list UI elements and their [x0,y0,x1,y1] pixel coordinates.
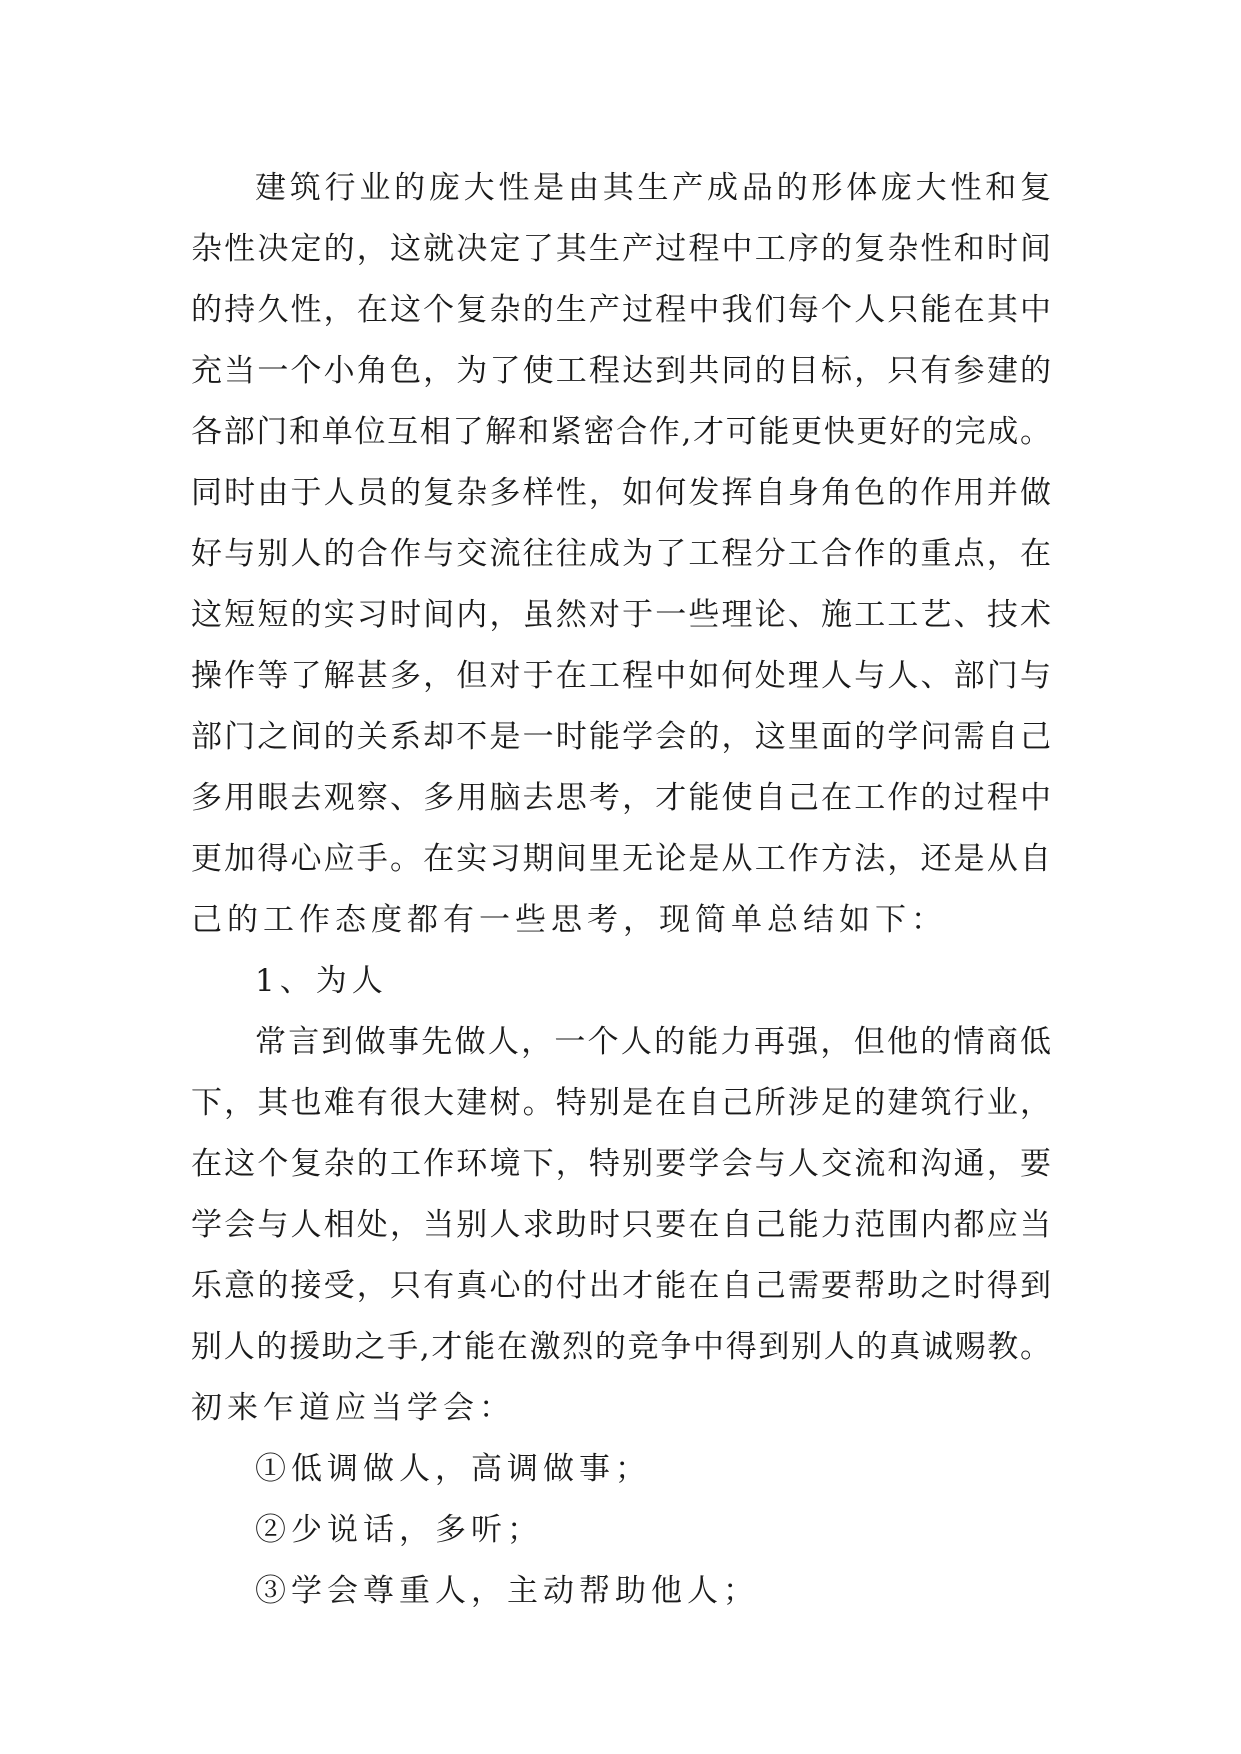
paragraph-line: 各部门和单位互相了解和紧密合作,才可能更快更好的完成。 [191,414,1051,450]
paragraph-line: 下，其也难有很大建树。特别是在自己所涉足的建筑行业， [191,1085,1051,1121]
paragraph-line: 初来乍道应当学会： [191,1390,515,1426]
section-heading: 1、为人 [255,963,388,999]
paragraph-line: 学会与人相处，当别人求助时只要在自己能力范围内都应当 [191,1207,1051,1243]
list-item: ②少说话，多听； [255,1512,543,1548]
paragraph-line: 好与别人的合作与交流往往成为了工程分工合作的重点，在 [191,536,1051,572]
paragraph-line: 充当一个小角色，为了使工程达到共同的目标，只有参建的 [191,353,1051,389]
paragraph-line: 别人的援助之手,才能在激烈的竞争中得到别人的真诚赐教。 [191,1329,1051,1365]
paragraph-line: 的持久性，在这个复杂的生产过程中我们每个人只能在其中 [191,292,1051,328]
paragraph-line: 杂性决定的，这就决定了其生产过程中工序的复杂性和时间 [191,231,1051,267]
paragraph-line: 常言到做事先做人，一个人的能力再强，但他的情商低 [255,1024,1051,1060]
paragraph-line: 建筑行业的庞大性是由其生产成品的形体庞大性和复 [255,170,1051,206]
paragraph-line: 己的工作态度都有一些思考，现简单总结如下： [191,902,947,938]
list-item: ①低调做人，高调做事； [255,1451,651,1487]
paragraph-line: 部门之间的关系却不是一时能学会的，这里面的学问需自己 [191,719,1051,755]
list-item: ③学会尊重人，主动帮助他人； [255,1573,759,1609]
paragraph-line: 这短短的实习时间内，虽然对于一些理论、施工工艺、技术 [191,597,1051,633]
paragraph-line: 操作等了解甚多，但对于在工程中如何处理人与人、部门与 [191,658,1051,694]
paragraph-line: 更加得心应手。在实习期间里无论是从工作方法，还是从自 [191,841,1051,877]
paragraph-line: 乐意的接受，只有真心的付出才能在自己需要帮助之时得到 [191,1268,1051,1304]
paragraph-line: 在这个复杂的工作环境下，特别要学会与人交流和沟通，要 [191,1146,1051,1182]
paragraph-line: 同时由于人员的复杂多样性，如何发挥自身角色的作用并做 [191,475,1051,511]
paragraph-line: 多用眼去观察、多用脑去思考，才能使自己在工作的过程中 [191,780,1051,816]
body-text [191,158,1051,1622]
